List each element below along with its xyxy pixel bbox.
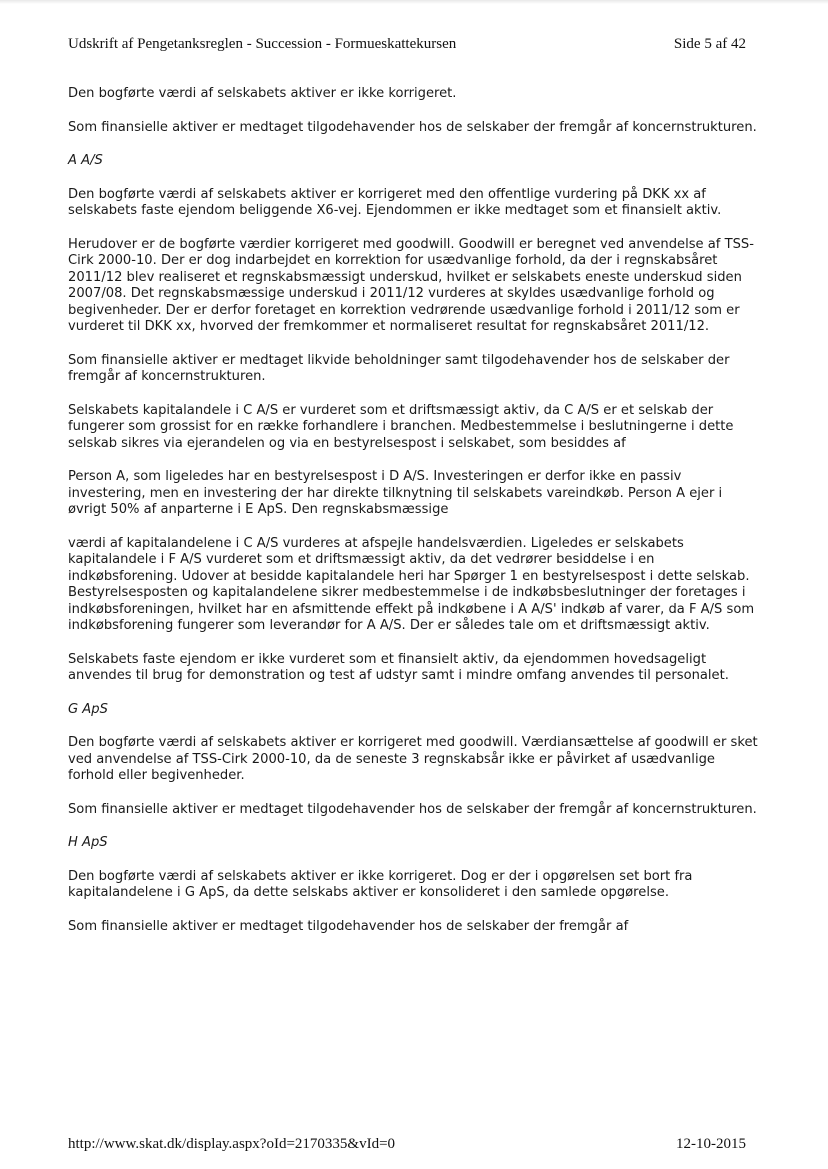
paragraph: Selskabets faste ejendom er ikke vurderet som et finansielt aktiv, da ejendommen hovedsageligt anvendes til brug for demonstration og test af udstyr samt i mindre omfang anvendes til personalet. <box>68 651 729 683</box>
document-header-title: Udskrift af Pengetanksreglen - Succession - Formueskattekursen <box>68 36 457 52</box>
section-heading: H ApS <box>68 835 108 850</box>
paragraph: Den bogførte værdi af selskabets aktiver er korrigeret med goodwill. Værdiansættelse af goodwill er sket ved anvendelse af TSS-Cirk 2000-10, da de seneste 3 regnskabsår ikke er påvirket af usædvanlige forhold eller begivenheder. <box>68 735 758 783</box>
paragraph: Den bogførte værdi af selskabets aktiver er ikke korrigeret. Dog er der i opgørelsen set bort fra kapitalandelene i G ApS, da dette selskabs aktiver er konsolideret i den samlede opgørelse. <box>68 868 693 900</box>
paragraph: Den bogførte værdi af selskabets aktiver er ikke korrigeret. <box>68 86 457 101</box>
paragraph: Som finansielle aktiver er medtaget likvide beholdninger samt tilgodehavender hos de selskaber der fremgår af koncernstrukturen. <box>68 352 730 384</box>
footer-url: http://www.skat.dk/display.aspx?oId=2170335&vId=0 <box>68 1136 396 1152</box>
section-heading: A A/S <box>68 153 103 168</box>
paragraph: Den bogførte værdi af selskabets aktiver er korrigeret med den offentlige vurdering på DKK xx af selskabets faste ejendom beliggende X6-vej. Ejendommen er ikke medtaget som et finansielt aktiv. <box>68 186 722 218</box>
footer-date: 12-10-2015 <box>676 1136 746 1152</box>
page-number: Side 5 af 42 <box>673 36 746 52</box>
paragraph: Selskabets kapitalandele i C A/S er vurderet som et driftsmæssigt aktiv, da C A/S er et selskab der fungerer som grossist for en række forhandlere i branchen. Medbestemmelse i beslutningerne i dette selskab sikres via ejerandelen og via en bestyrelsespost i selskabet, som besiddes af <box>68 402 734 451</box>
paragraph: Som finansielle aktiver er medtaget tilgodehavender hos de selskaber der fremgår af <box>68 918 629 934</box>
paragraph: Person A, som ligeledes har en bestyrelsespost i D A/S. Investeringen er derfor ikke en passiv investering, men en investering der har direkte tilknytning til selskabets vareindkøb. Person A ejer i øvrigt 50% af anparterne i E ApS. Den regnskabsmæssige <box>68 469 723 517</box>
paragraph: Som finansielle aktiver er medtaget tilgodehavender hos de selskaber der fremgår af koncernstrukturen. <box>68 119 757 135</box>
page-top-edge <box>0 0 828 4</box>
paragraph: værdi af kapitalandelene i C A/S vurderes at afspejle handelsværdien. Ligeledes er selskabets kapitalandele i F A/S vurderet som et driftsmæssigt aktiv, da det vedrører besiddelse i en indkøbsforening. Udover at besidde kapitalandele heri har Spørger 1 en bestyrelsespost i dette selskab. Bestyrelsesposten og kapitalandelene sikrer medbestemmelse i de indkøbsbeslutninger der foretages i indkøbsforeningen, hvilket har en afsmittende effekt på indkøbene i A A/S' indkøb af varer, da F A/S som indkøbsforening fungerer som leverandør for A A/S. Der er således tale om et driftsmæssigt aktiv. <box>68 535 755 633</box>
section-heading: G ApS <box>68 701 108 717</box>
paragraph: Herudover er de bogførte værdier korrigeret med goodwill. Goodwill er beregnet ved anvendelse af TSS-Cirk 2000-10. Der er dog indarbejdet en korrektion for usædvanlige forhold, da der i regnskabsåret 2011/12 blev realiseret et regnskabsmæssigt underskud, hvilket er selskabets eneste underskud siden 2007/08. Det regnskabsmæssige underskud i 2011/12 vurderes at skyldes usædvanlige forhold og begivenheder. Der er derfor foretaget en korrektion vedrørende usædvanlige forhold i 2011/12 som er vurderet til DKK xx, hvorved der fremkommer et normaliseret resultat for regnskabsåret 2011/12. <box>68 236 754 334</box>
document-body <box>68 86 758 935</box>
paragraph: Som finansielle aktiver er medtaget tilgodehavender hos de selskaber der fremgår af koncernstrukturen. <box>68 801 757 817</box>
